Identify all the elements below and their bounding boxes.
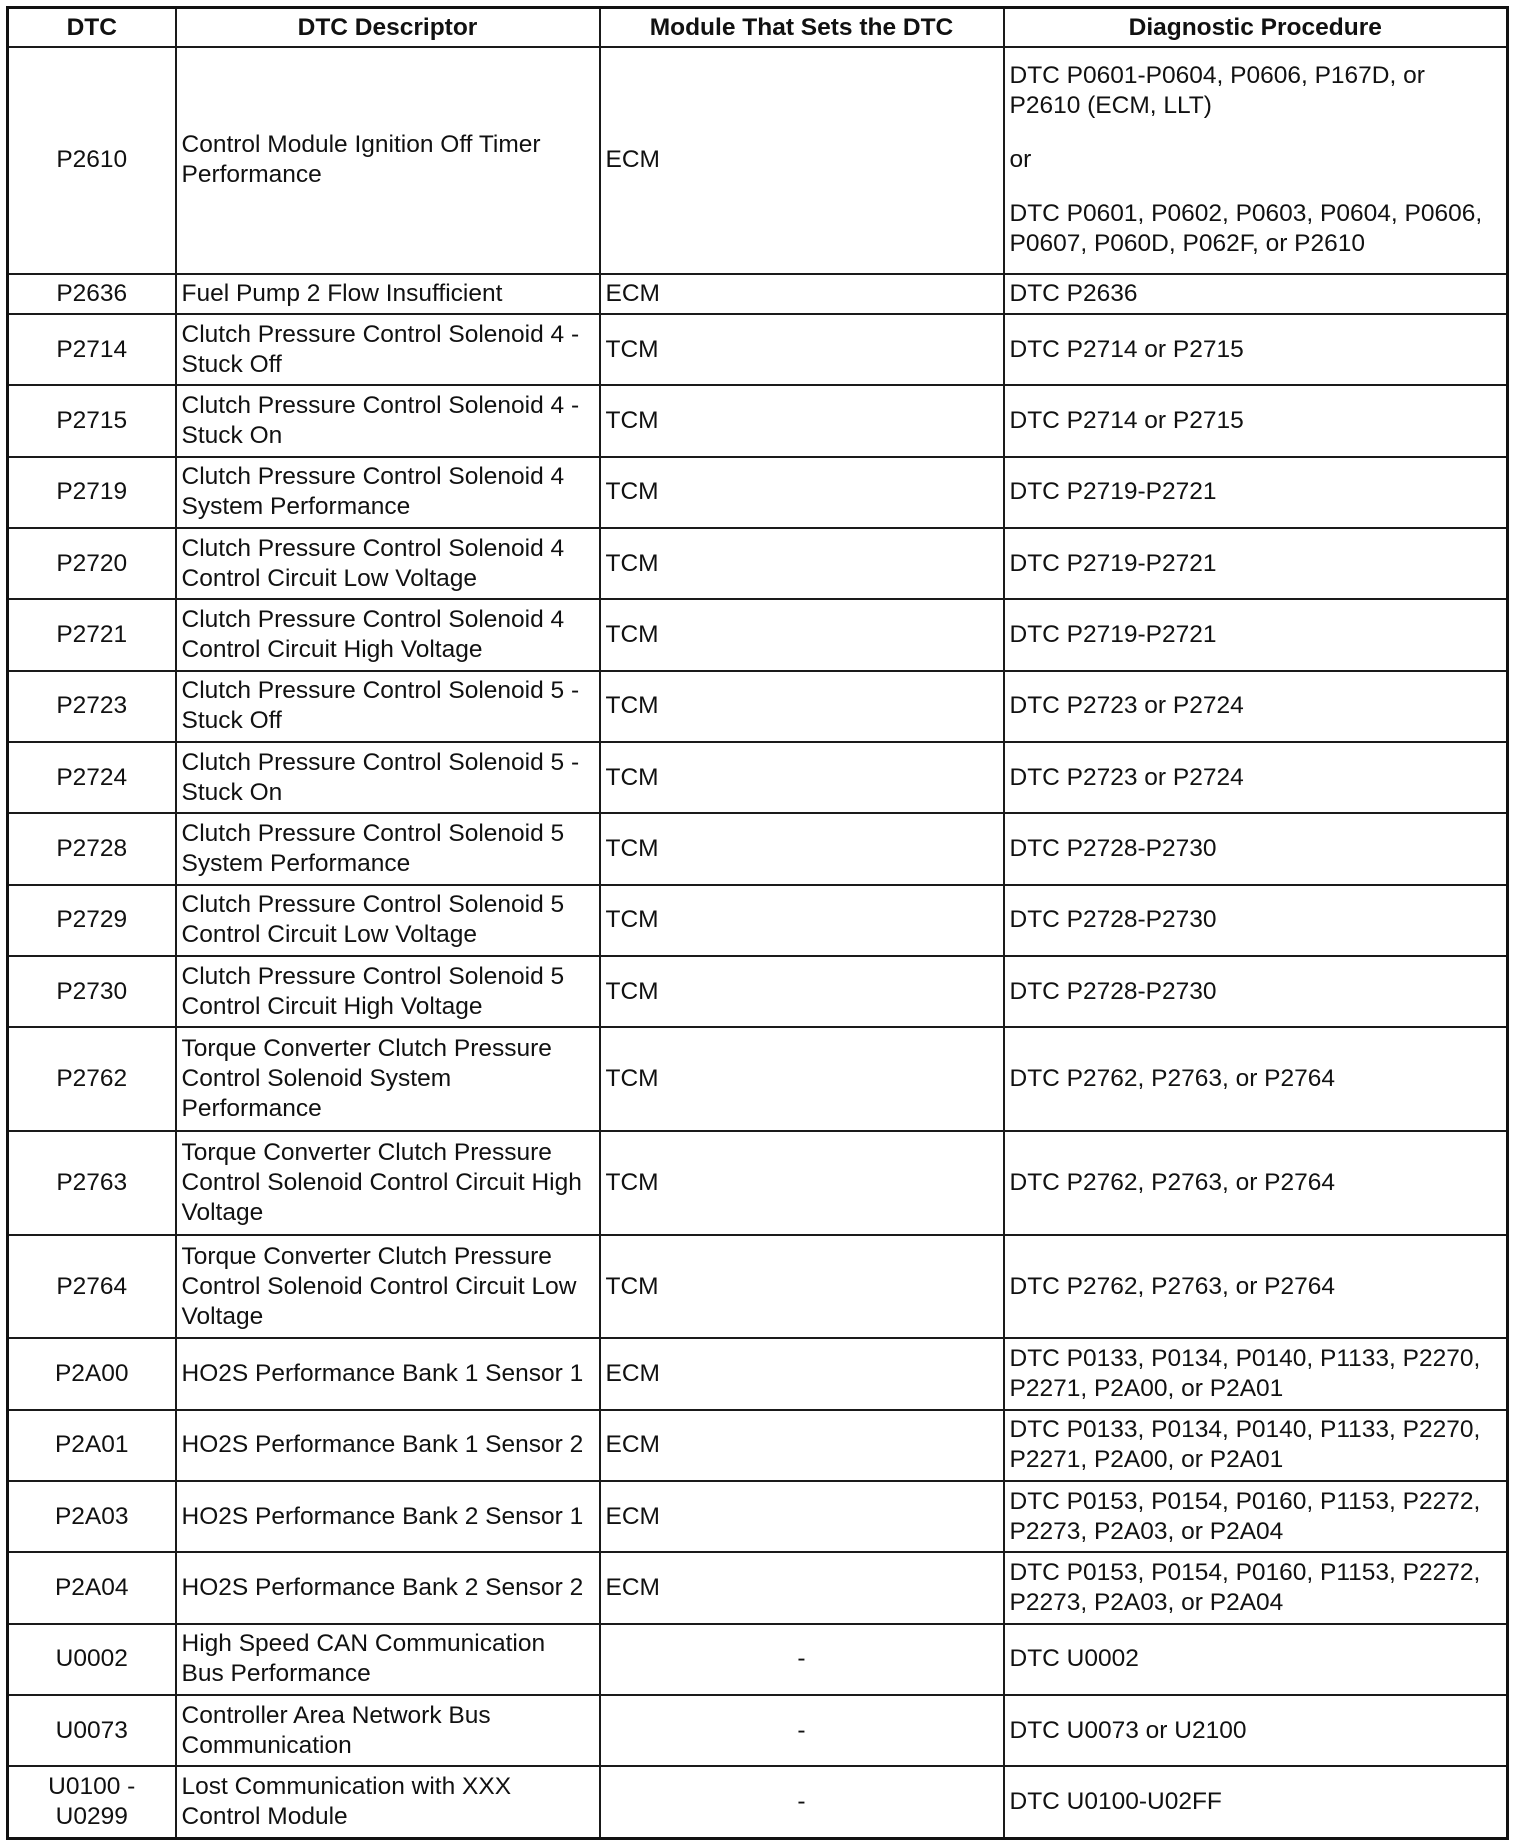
module-cell: TCM bbox=[600, 671, 1004, 742]
procedure-text: DTC P0153, P0154, P0160, P1153, P2272, P2273, P2A03, or P2A04 bbox=[1009, 1487, 1481, 1545]
module-cell: TCM bbox=[600, 314, 1004, 385]
procedure-text: DTC P2762, P2763, or P2764 bbox=[1009, 1168, 1336, 1196]
dtc-descriptor-cell: HO2S Performance Bank 1 Sensor 1 bbox=[176, 1338, 600, 1409]
procedure-text: DTC P2636 bbox=[1009, 279, 1138, 307]
header-diagnostic-procedure: Diagnostic Procedure bbox=[1004, 8, 1508, 48]
table-row bbox=[8, 1552, 1508, 1623]
dtc-code-cell: P2719 bbox=[8, 457, 176, 528]
procedure-text: DTC P2719-P2721 bbox=[1009, 478, 1217, 506]
dtc-descriptor-cell: Clutch Pressure Control Solenoid 4 Control Circuit High Voltage bbox=[176, 599, 600, 670]
dtc-code-cell: P2724 bbox=[8, 742, 176, 813]
table-row bbox=[8, 1766, 1508, 1838]
diagnostic-procedure-cell bbox=[1004, 956, 1508, 1027]
dtc-descriptor-cell: Clutch Pressure Control Solenoid 4 System Performance bbox=[176, 457, 600, 528]
module-cell: TCM bbox=[600, 813, 1004, 884]
dtc-descriptor-cell: HO2S Performance Bank 2 Sensor 2 bbox=[176, 1552, 600, 1623]
dtc-table bbox=[6, 6, 1509, 1840]
procedure-text: DTC U0002 bbox=[1009, 1645, 1139, 1673]
procedure-text: DTC P0601, P0602, P0603, P0604, P0606, P0607, P060D, P062F, or P2610 bbox=[1009, 200, 1483, 258]
diagnostic-procedure-cell bbox=[1004, 1552, 1508, 1623]
dtc-code-cell: P2A03 bbox=[8, 1481, 176, 1552]
procedure-text: DTC P0133, P0134, P0140, P1133, P2270, P2271, P2A00, or P2A01 bbox=[1009, 1416, 1481, 1474]
table-row bbox=[8, 457, 1508, 528]
dtc-descriptor-cell: High Speed CAN Communication Bus Performance bbox=[176, 1624, 600, 1695]
dtc-descriptor-cell: Controller Area Network Bus Communication bbox=[176, 1695, 600, 1766]
procedure-text: DTC P2719-P2721 bbox=[1009, 620, 1217, 648]
procedure-text: DTC U0100-U02FF bbox=[1009, 1788, 1222, 1816]
table-row bbox=[8, 1695, 1508, 1766]
diagnostic-procedure-cell bbox=[1004, 1766, 1508, 1838]
dtc-code-cell: P2723 bbox=[8, 671, 176, 742]
dtc-code-cell: U0100 - U0299 bbox=[8, 1766, 176, 1838]
dtc-descriptor-cell: Lost Communication with XXX Control Module bbox=[176, 1766, 600, 1838]
table-row bbox=[8, 885, 1508, 956]
dtc-code-cell: P2A00 bbox=[8, 1338, 176, 1409]
dtc-code-cell: P2763 bbox=[8, 1131, 176, 1235]
module-cell: - bbox=[600, 1624, 1004, 1695]
procedure-text: DTC P2719-P2721 bbox=[1009, 549, 1217, 577]
dtc-code-cell: P2729 bbox=[8, 885, 176, 956]
dtc-descriptor-cell: Clutch Pressure Control Solenoid 4 Control Circuit Low Voltage bbox=[176, 528, 600, 599]
module-cell: TCM bbox=[600, 1131, 1004, 1235]
dtc-code-cell: P2721 bbox=[8, 599, 176, 670]
module-cell: TCM bbox=[600, 742, 1004, 813]
table-row bbox=[8, 1338, 1508, 1409]
module-cell: TCM bbox=[600, 885, 1004, 956]
table-row bbox=[8, 742, 1508, 813]
dtc-code-cell: P2A04 bbox=[8, 1552, 176, 1623]
module-cell: TCM bbox=[600, 1235, 1004, 1339]
dtc-descriptor-cell: Clutch Pressure Control Solenoid 5 Control Circuit High Voltage bbox=[176, 956, 600, 1027]
dtc-code-cell: P2715 bbox=[8, 385, 176, 456]
dtc-code-cell: P2A01 bbox=[8, 1410, 176, 1481]
diagnostic-procedure-cell bbox=[1004, 1338, 1508, 1409]
module-cell: ECM bbox=[600, 274, 1004, 314]
procedure-text: DTC P0133, P0134, P0140, P1133, P2270, P2271, P2A00, or P2A01 bbox=[1009, 1345, 1481, 1403]
dtc-code-cell: U0073 bbox=[8, 1695, 176, 1766]
module-cell: TCM bbox=[600, 599, 1004, 670]
dtc-code-cell: P2730 bbox=[8, 956, 176, 1027]
table-row bbox=[8, 47, 1508, 274]
module-cell: TCM bbox=[600, 457, 1004, 528]
diagnostic-procedure-cell bbox=[1004, 528, 1508, 599]
dtc-code-cell: P2720 bbox=[8, 528, 176, 599]
header-dtc: DTC bbox=[8, 8, 176, 48]
dtc-descriptor-cell: Torque Converter Clutch Pressure Control Solenoid System Performance bbox=[176, 1027, 600, 1131]
dtc-code-cell: P2728 bbox=[8, 813, 176, 884]
dtc-descriptor-cell: Torque Converter Clutch Pressure Control Solenoid Control Circuit Low Voltage bbox=[176, 1235, 600, 1339]
diagnostic-procedure-cell bbox=[1004, 274, 1508, 314]
table-row bbox=[8, 1481, 1508, 1552]
header-dtc-descriptor: DTC Descriptor bbox=[176, 8, 600, 48]
dtc-descriptor-cell: Clutch Pressure Control Solenoid 5 System Performance bbox=[176, 813, 600, 884]
dtc-code-cell: P2762 bbox=[8, 1027, 176, 1131]
module-cell: ECM bbox=[600, 1410, 1004, 1481]
table-row bbox=[8, 528, 1508, 599]
dtc-descriptor-cell: Clutch Pressure Control Solenoid 4 - Stuck On bbox=[176, 385, 600, 456]
table-row bbox=[8, 1131, 1508, 1235]
procedure-text: DTC P2723 or P2724 bbox=[1009, 692, 1244, 720]
dtc-descriptor-cell: HO2S Performance Bank 1 Sensor 2 bbox=[176, 1410, 600, 1481]
table-row bbox=[8, 599, 1508, 670]
diagnostic-procedure-cell bbox=[1004, 1695, 1508, 1766]
table-row bbox=[8, 1235, 1508, 1339]
diagnostic-procedure-cell bbox=[1004, 813, 1508, 884]
table-row bbox=[8, 1027, 1508, 1131]
diagnostic-procedure-cell bbox=[1004, 1624, 1508, 1695]
diagnostic-procedure-cell bbox=[1004, 671, 1508, 742]
procedure-text: DTC P2762, P2763, or P2764 bbox=[1009, 1272, 1336, 1300]
module-cell: ECM bbox=[600, 1338, 1004, 1409]
procedure-text: DTC P2723 or P2724 bbox=[1009, 763, 1244, 791]
procedure-text: DTC P0153, P0154, P0160, P1153, P2272, P2273, P2A03, or P2A04 bbox=[1009, 1559, 1481, 1617]
dtc-code-cell: P2636 bbox=[8, 274, 176, 314]
diagnostic-procedure-cell bbox=[1004, 47, 1508, 274]
procedure-text: DTC P2714 or P2715 bbox=[1009, 406, 1244, 434]
table-row bbox=[8, 813, 1508, 884]
table-row bbox=[8, 671, 1508, 742]
module-cell: ECM bbox=[600, 47, 1004, 274]
table-header-row bbox=[8, 8, 1508, 48]
procedure-text: DTC P2762, P2763, or P2764 bbox=[1009, 1065, 1336, 1093]
diagnostic-procedure-cell bbox=[1004, 1410, 1508, 1481]
table-row bbox=[8, 385, 1508, 456]
diagnostic-procedure-cell bbox=[1004, 457, 1508, 528]
diagnostic-procedure-cell bbox=[1004, 742, 1508, 813]
table-row bbox=[8, 314, 1508, 385]
diagnostic-procedure-cell bbox=[1004, 1481, 1508, 1552]
module-cell: TCM bbox=[600, 956, 1004, 1027]
diagnostic-procedure-cell bbox=[1004, 1131, 1508, 1235]
dtc-descriptor-cell: HO2S Performance Bank 2 Sensor 1 bbox=[176, 1481, 600, 1552]
table-row bbox=[8, 1410, 1508, 1481]
module-cell: TCM bbox=[600, 1027, 1004, 1131]
module-cell: ECM bbox=[600, 1552, 1004, 1623]
table-row bbox=[8, 274, 1508, 314]
header-module: Module That Sets the DTC bbox=[600, 8, 1004, 48]
procedure-text: DTC P2728-P2730 bbox=[1009, 834, 1217, 862]
module-cell: TCM bbox=[600, 385, 1004, 456]
procedure-text: DTC U0073 or U2100 bbox=[1009, 1716, 1247, 1744]
procedure-text: DTC P0601-P0604, P0606, P167D, or P2610 (ECM, LLT) bbox=[1009, 62, 1425, 120]
procedure-text: or bbox=[1009, 146, 1032, 174]
dtc-descriptor-cell: Torque Converter Clutch Pressure Control Solenoid Control Circuit High Voltage bbox=[176, 1131, 600, 1235]
diagnostic-procedure-cell bbox=[1004, 314, 1508, 385]
table-row bbox=[8, 956, 1508, 1027]
diagnostic-procedure-cell bbox=[1004, 1027, 1508, 1131]
dtc-descriptor-cell: Fuel Pump 2 Flow Insufficient bbox=[176, 274, 600, 314]
module-cell: ECM bbox=[600, 1481, 1004, 1552]
diagnostic-procedure-cell bbox=[1004, 385, 1508, 456]
module-cell: - bbox=[600, 1766, 1004, 1838]
diagnostic-procedure-cell bbox=[1004, 599, 1508, 670]
dtc-descriptor-cell: Clutch Pressure Control Solenoid 5 - Stuck Off bbox=[176, 671, 600, 742]
module-cell: - bbox=[600, 1695, 1004, 1766]
procedure-text: DTC P2714 or P2715 bbox=[1009, 335, 1244, 363]
diagnostic-procedure-cell bbox=[1004, 885, 1508, 956]
dtc-descriptor-cell: Control Module Ignition Off Timer Performance bbox=[176, 47, 600, 274]
procedure-text: DTC P2728-P2730 bbox=[1009, 977, 1217, 1005]
dtc-descriptor-cell: Clutch Pressure Control Solenoid 5 Control Circuit Low Voltage bbox=[176, 885, 600, 956]
dtc-descriptor-cell: Clutch Pressure Control Solenoid 5 - Stuck On bbox=[176, 742, 600, 813]
dtc-descriptor-cell: Clutch Pressure Control Solenoid 4 - Stuck Off bbox=[176, 314, 600, 385]
diagnostic-procedure-cell bbox=[1004, 1235, 1508, 1339]
dtc-code-cell: P2714 bbox=[8, 314, 176, 385]
module-cell: TCM bbox=[600, 528, 1004, 599]
dtc-code-cell: U0002 bbox=[8, 1624, 176, 1695]
procedure-text: DTC P2728-P2730 bbox=[1009, 906, 1217, 934]
dtc-code-cell: P2764 bbox=[8, 1235, 176, 1339]
table-row bbox=[8, 1624, 1508, 1695]
dtc-code-cell: P2610 bbox=[8, 47, 176, 274]
